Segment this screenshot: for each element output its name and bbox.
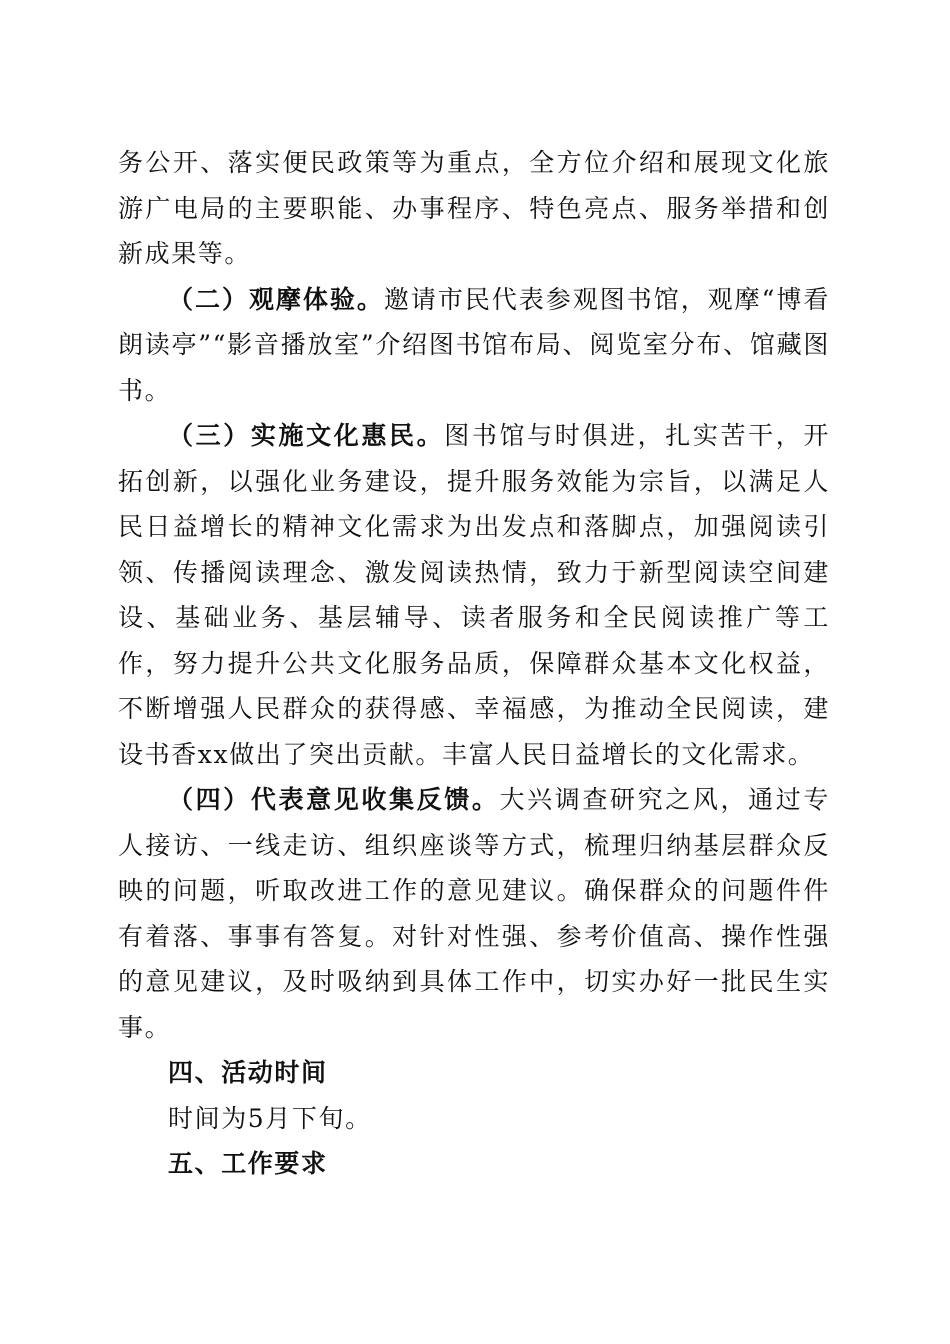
paragraph-observation [118, 277, 830, 414]
paragraph-text-feedback: 大兴调查研究之风，通过专人接访、一线走访、组织座谈等方式，梳理归纳基层群众反映的问题，听取改进工作的意见建议。确保群众的问题件件有着落、事事有答复。对针对性强、参考价值高、操作性强的意见建议，及时吸纳到具体工作中，切实办好一批民生实事。 [118, 785, 831, 1042]
paragraph-cultural-benefit [118, 413, 830, 777]
paragraph-lead-cultural-benefit: （三）实施文化惠民。 [168, 421, 445, 450]
section-heading-activity-time: 四、活动时间 [168, 1058, 328, 1087]
paragraph-feedback [118, 777, 830, 1050]
document-body [118, 140, 830, 1187]
paragraph-lead-feedback: （四）代表意见收集反馈。 [168, 785, 500, 814]
section-heading-work-requirements: 五、工作要求 [168, 1149, 328, 1178]
paragraph-lead-observation: （二）观摩体验。 [168, 284, 384, 314]
paragraph-continuation: 务公开、落实便民政策等为重点，全方位介绍和展现文化旅游广电局的主要职能、办事程序、特色亮点、服务举措和创新成果等。 [118, 148, 830, 268]
paragraph-activity-time: 时间为5月下旬。 [168, 1103, 372, 1133]
paragraph-text-observation: 邀请市民代表参观图书馆，观摩“博看朗读亭”“影音播放室”介绍图书馆布局、阅览室分布、馆藏图书。 [118, 284, 830, 405]
paragraph-text-cultural-benefit: 图书馆与时俱进，扎实苦干，开拓创新，以强化业务建设，提升服务效能为宗旨，以满足人民日益增长的精神文化需求为出发点和落脚点，加强阅读引领、传播阅读理念、激发阅读热情，致力于新型阅读空间建设、基础业务、基层辅导、读者服务和全民阅读推广等工作，努力提升公共文化服务品质，保障群众基本文化权益，不断增强人民群众的获得感、幸福感，为推动全民阅读，建设书香xx做出了突出贡献。丰富人民日益增长的文化需求。 [118, 421, 830, 769]
